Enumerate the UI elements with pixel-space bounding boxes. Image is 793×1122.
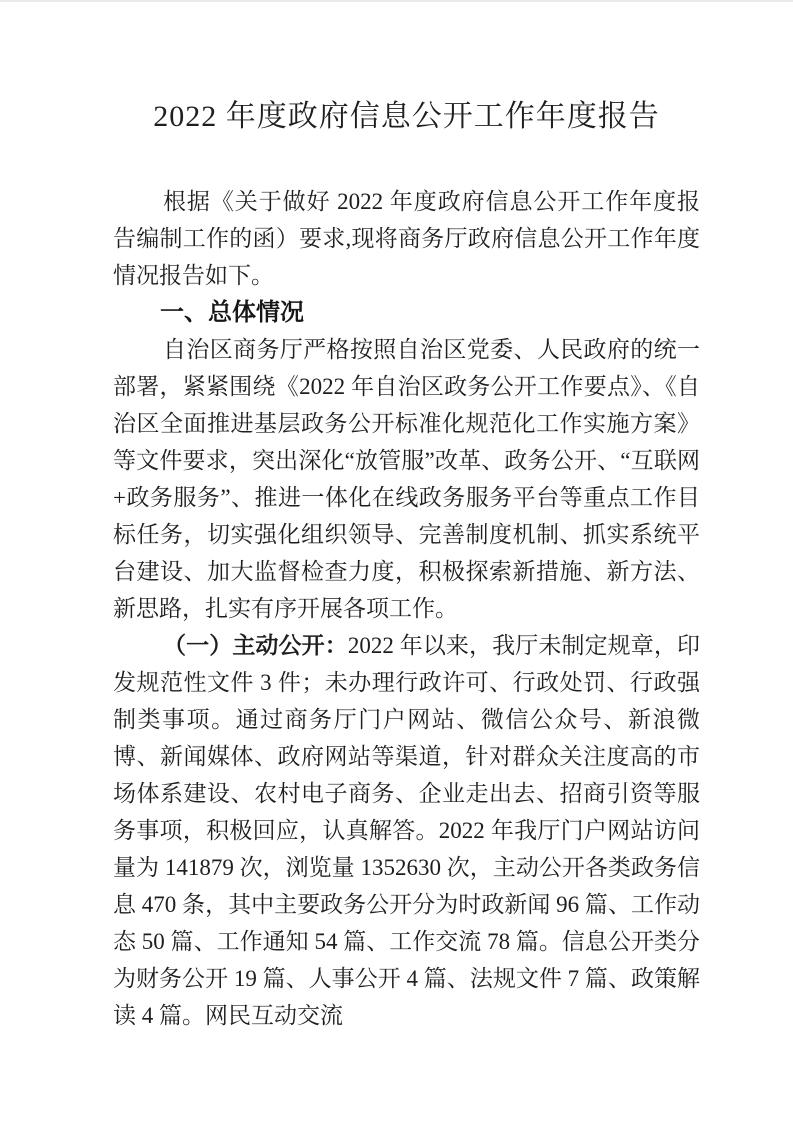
section-heading-overview: 一、总体情况: [160, 299, 304, 326]
document-title: 2022 年度政府信息公开工作年度报告: [153, 100, 660, 133]
overview-paragraph: 自治区商务厅严格按照自治区党委、人民政府的统一部署，紧紧围绕《2022 年自治区政务公开工作要点》、《自治区全面推进基层政务公开标准化规范化工作实施方案》等文件要求，突出深化“放管服”改革、政务公开、“互联网+政务服务”、推进一体化在线政务服务平台等重点工作目标任务，切实强化组织领导、完善制度机制、抓实系统平台建设、加大监督检查力度，积极探索新措施、新方法、新思路，扎实有序开展各项工作。: [113, 337, 700, 621]
intro-paragraph: 根据《关于做好 2022 年度政府信息公开工作年度报告编制工作的函）要求,现将商务厅政府信息公开工作年度情况报告如下。: [113, 189, 700, 288]
proactive-disclosure-text: 2022 年以来，我厅未制定规章，印发规范性文件 3 件；未办理行政许可、行政处罚、行政强制类事项。通过商务厅门户网站、微信公众号、新浪微博、新闻媒体、政府网站等渠道，针对群众关注度高的市场体系建设、农村电子商务、企业走出去、招商引资等服务事项，积极回应，认真解答。2022 年我厅门户网站访问量为 141879 次，浏览量 1352630 次，主动公开各类政务信息 470 条，其中主要政务公开分为时政新闻 96 篇、工作动态 50 篇、工作通知 54 篇、工作交流 78 篇。信息公开类分为财务公开 19 篇、人事公开 4 篇、法规文件 7 篇、政策解读 4 篇。网民互动交流: [113, 633, 701, 1028]
page-top-edge-divider: [0, 0, 793, 2]
proactive-disclosure-label: （一）主动公开：: [163, 633, 348, 658]
proactive-disclosure-paragraph: [113, 627, 700, 1034]
